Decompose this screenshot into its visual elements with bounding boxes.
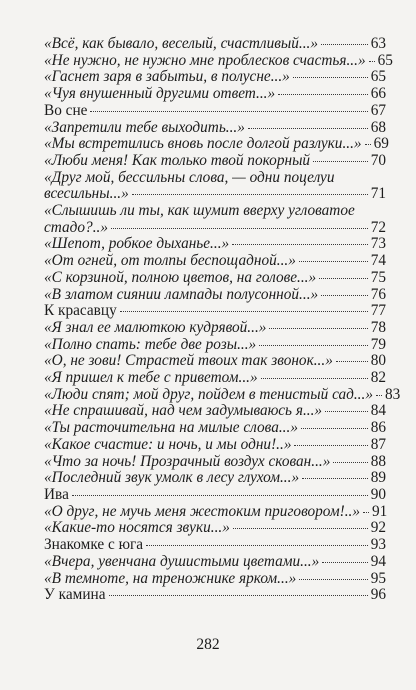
toc-entry-title: «Не нужно, не нужно мне проблесков счастья...»: [44, 51, 366, 69]
page-number: 282: [196, 636, 220, 653]
toc-line: [44, 51, 393, 70]
dot-leader: [120, 311, 368, 312]
toc-page-number: 63: [370, 35, 386, 52]
toc-entry-title: К красавцу: [44, 302, 117, 320]
toc-line: [44, 186, 386, 203]
toc-page-number: 79: [370, 335, 386, 353]
toc-entry: [44, 103, 386, 120]
toc-line: [44, 504, 386, 521]
dot-leader: [109, 595, 368, 596]
toc-line: [44, 170, 386, 187]
toc-entry-title: «Мы встретились вновь после долгой разлуки...»: [44, 135, 362, 153]
dot-leader: [369, 61, 375, 62]
toc-page-number: 91: [372, 502, 388, 520]
toc-line: [44, 403, 386, 420]
toc-entry-title: стадо?..»: [44, 218, 109, 236]
toc-page-number: 93: [370, 536, 386, 554]
toc-page-number: 94: [370, 552, 386, 570]
dot-leader: [333, 462, 367, 463]
toc-line: [44, 571, 386, 588]
toc-entry-title: «Последний звук умолк в лесу глухом...»: [44, 469, 300, 487]
toc-entry: [44, 153, 386, 170]
toc-line: [44, 520, 386, 537]
dot-leader: [146, 545, 368, 546]
toc-entry-title: «О друг, не мучь меня жестоким приговором!..»: [44, 502, 361, 520]
toc-page-number: 92: [370, 519, 386, 537]
toc-entry-title: У камина: [44, 586, 106, 604]
toc-entry-title: «Запретили тебе выходить...»: [44, 118, 245, 136]
toc-page-number: 66: [370, 85, 386, 103]
dot-leader: [278, 94, 368, 95]
toc-entry-title: «Люби меня! Как только твой покорный: [44, 151, 311, 169]
dot-leader: [321, 44, 368, 45]
toc-line: [44, 103, 386, 120]
toc-line: [44, 69, 386, 86]
dot-leader: [111, 228, 368, 229]
toc-entry: [44, 587, 386, 604]
toc-entry: [44, 385, 401, 404]
toc-page-number: 71: [370, 185, 386, 203]
dot-leader: [301, 428, 368, 429]
toc-entry-title: «В златом сиянии лампады полусонной...»: [44, 285, 319, 303]
toc-page-number: 65: [377, 51, 393, 69]
dot-leader: [261, 378, 368, 379]
toc-entry-title: «Гаснет заря в забытьи, в полусне...»: [44, 68, 290, 86]
toc-entry-title: «Слышишь ли ты, как шумит вверху угловатое: [44, 202, 355, 220]
toc-entry-title: «Какие-то носятся звуки...»: [44, 519, 230, 537]
toc-entry: [44, 504, 386, 521]
dot-leader: [302, 478, 368, 479]
toc-page-number: 68: [370, 118, 386, 136]
toc-line: [44, 36, 386, 53]
dot-leader: [72, 495, 368, 496]
dot-leader: [363, 512, 369, 513]
toc-line: [44, 203, 386, 220]
toc-entry-title: Ива: [44, 485, 69, 503]
toc-entry: [44, 36, 386, 53]
toc-page-number: 80: [370, 352, 386, 370]
toc-line: [44, 337, 386, 354]
toc-entry-title: «Друг мой, бессильны слова, — одни поцелуи: [44, 168, 335, 186]
toc-page-number: 90: [370, 485, 386, 503]
toc-page-number: 70: [370, 151, 386, 169]
toc-page-number: 69: [373, 135, 389, 153]
dot-leader: [376, 395, 382, 396]
toc-entry-title: «От огней, от толпы беспощадной...»: [44, 252, 296, 270]
toc-page-number: 75: [370, 268, 386, 286]
toc-line: [44, 587, 386, 604]
toc-page-number: 84: [370, 402, 386, 420]
toc-line: [44, 437, 386, 454]
toc-line: [44, 253, 386, 270]
toc-entry: [44, 554, 386, 571]
dot-leader: [232, 244, 368, 245]
toc-entry-title: «Вчера, увенчана душистыми цветами...»: [44, 552, 320, 570]
dot-leader: [299, 261, 368, 262]
toc-page-number: 73: [370, 235, 386, 253]
toc-page-number: 72: [370, 218, 386, 236]
dot-leader: [325, 411, 368, 412]
toc-line: [44, 554, 386, 571]
toc-entry-title: «Всё, как бывало, веселый, счастливый...»: [44, 35, 319, 52]
toc-entry: [44, 487, 386, 504]
dot-leader: [336, 361, 368, 362]
toc-entry-title: «Я пришел к тебе с приветом...»: [44, 369, 258, 387]
toc-line: [44, 236, 386, 253]
toc-line: [44, 220, 386, 237]
toc-entry: [44, 470, 386, 487]
toc-line: [44, 320, 386, 337]
toc-line: [44, 353, 386, 370]
toc-entry-title: «О, не зови! Страстей твоих так звонок...»: [44, 352, 333, 370]
toc-page-number: 83: [384, 385, 401, 403]
toc-page-number: 77: [370, 302, 386, 320]
toc-entry: [44, 337, 386, 354]
toc-line: [44, 470, 386, 487]
dot-leader: [294, 445, 367, 446]
toc-entry-title: «Полно спать: тебе две розы...»: [44, 335, 257, 353]
dot-leader: [319, 278, 368, 279]
toc-entry: [44, 51, 393, 70]
toc-page-number: 96: [370, 586, 386, 604]
toc-page-number: 78: [370, 318, 386, 336]
toc-page-number: 87: [370, 435, 386, 453]
dot-leader: [132, 194, 368, 195]
dot-leader: [321, 295, 368, 296]
toc-entry-title: Во сне: [44, 101, 88, 119]
toc-line: [44, 303, 386, 320]
toc-entry: [44, 303, 386, 320]
dot-leader: [313, 161, 368, 162]
toc-entry: [44, 370, 386, 387]
dot-leader: [248, 128, 368, 129]
toc-line: [44, 270, 386, 287]
dot-leader: [259, 345, 368, 346]
toc-line: [44, 454, 386, 471]
toc-entry: [44, 253, 386, 270]
toc-entry: [44, 571, 386, 588]
dot-leader: [365, 144, 371, 145]
toc-line: [44, 120, 386, 137]
dot-leader: [233, 528, 368, 529]
toc-page-number: 86: [370, 419, 386, 437]
toc-entry-title: «Не спрашивай, над чем задумываюсь я...»: [44, 402, 323, 420]
toc-line: [44, 287, 386, 304]
toc-entry: [44, 454, 386, 471]
toc-line: [44, 487, 386, 504]
dot-leader: [269, 328, 367, 329]
toc-entry: [44, 437, 386, 454]
toc-page-number: 76: [370, 285, 386, 303]
toc-line: [44, 86, 386, 103]
toc-entry-title: «Ты расточительна на милые слова...»: [44, 419, 298, 437]
toc-entry: [44, 69, 386, 86]
toc-page-number: 88: [370, 452, 386, 470]
toc-entry-title: «Я знал ее малюткою кудрявой...»: [44, 318, 267, 336]
toc-entry: [44, 420, 386, 437]
toc-page-number: 65: [370, 68, 386, 86]
toc-entry: [44, 120, 386, 137]
toc-page-number: 74: [370, 252, 386, 270]
toc-entry-title: «Шепот, робкое дыханье...»: [44, 235, 230, 253]
toc-line: [44, 370, 386, 387]
dot-leader: [322, 562, 367, 563]
toc-entry-title: «В темноте, на треножнике ярком...»: [44, 569, 297, 587]
toc-line: [44, 420, 386, 437]
toc-entry-title: «Чуя внушенный другими ответ...»: [44, 85, 276, 103]
toc-entry-title: «Какое счастие: и ночь, и мы одни!..»: [44, 435, 292, 453]
dot-leader: [299, 579, 367, 580]
toc-entry: [44, 86, 386, 103]
toc-entry-title: «Люди спят; мой друг, пойдем в тенистый сад...»: [44, 385, 373, 403]
toc-entry: [44, 170, 386, 203]
toc-entry: [44, 236, 386, 253]
toc-line: [44, 537, 386, 554]
toc-line: [44, 135, 389, 153]
toc-entry: [44, 403, 386, 420]
dot-leader: [293, 77, 368, 78]
toc-entry: [44, 135, 389, 153]
toc-entry: [44, 270, 386, 287]
toc-entry: [44, 537, 386, 554]
toc-line: [44, 153, 386, 170]
toc-line: [44, 385, 401, 404]
toc-page-number: 89: [370, 469, 386, 487]
toc-entry: [44, 353, 386, 370]
toc-entry-title: «С корзиной, полною цветов, на голове...»: [44, 268, 317, 286]
toc-page-number: 82: [370, 369, 386, 387]
table-of-contents: [44, 35, 401, 604]
toc-entry: [44, 320, 386, 337]
toc-entry: [44, 520, 386, 537]
toc-page-number: 67: [370, 101, 386, 119]
toc-entry: [44, 203, 386, 236]
toc-entry: [44, 287, 386, 304]
toc-entry-title: Знакомке с юга: [44, 536, 144, 554]
toc-page-number: 95: [370, 569, 386, 587]
toc-entry-title: всесильны...»: [44, 185, 129, 203]
dot-leader: [90, 111, 367, 112]
toc-entry-title: «Что за ночь! Прозрачный воздух скован...»: [44, 452, 331, 470]
